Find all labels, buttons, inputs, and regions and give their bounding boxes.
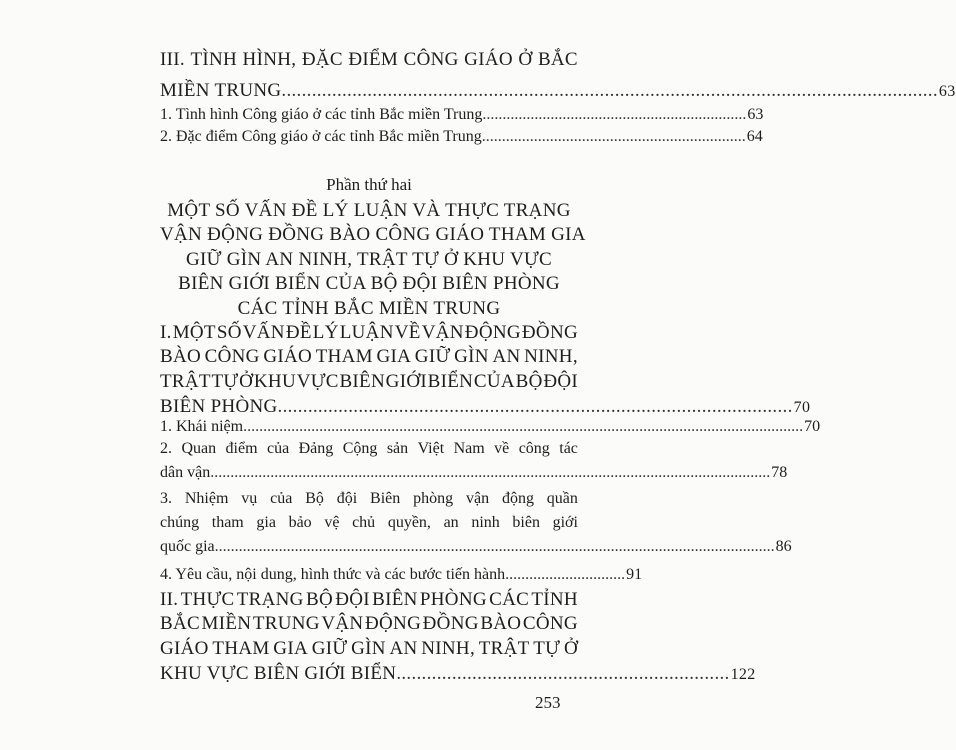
word: về <box>494 440 510 457</box>
word: Bộ <box>305 490 324 507</box>
toc-item-I-2-page: 78 <box>771 464 788 481</box>
toc-item-I-4-page: 91 <box>626 566 643 583</box>
word: I. <box>160 322 172 343</box>
word: tham <box>211 514 244 531</box>
word: sản <box>386 440 409 457</box>
word: ninh <box>471 514 500 531</box>
toc-section-II-title-end: KHU VỰC BIÊN GIỚI BIỂN <box>160 663 397 684</box>
word: BỘ <box>515 371 543 392</box>
leader-dots: .................................................................. <box>482 106 747 123</box>
leader-dots: .................................................................. <box>481 128 746 145</box>
leader-dots: ............................................................................................................................................ <box>210 464 771 481</box>
word: III. <box>160 49 185 70</box>
toc-section-I-title-line-4 <box>160 396 811 420</box>
word: THỰC <box>180 589 235 610</box>
toc-section-II-title-line-4 <box>160 663 756 687</box>
word: GIA <box>273 638 308 659</box>
word: AN <box>389 638 418 659</box>
word: Ở <box>239 371 254 392</box>
word: ĐIỂM <box>348 49 399 70</box>
word: LUẬN <box>339 322 394 343</box>
part-two-title-line-1: MỘT SỐ VẤN ĐỀ LÝ LUẬN VÀ THỰC TRẠNG <box>167 200 571 221</box>
word: VỰC <box>296 371 339 392</box>
toc-item-I-3-text-end: quốc gia <box>160 538 215 555</box>
toc-item-I-3-line-3 <box>160 538 792 562</box>
word: VẤN <box>242 322 285 343</box>
word: điểm <box>225 440 258 457</box>
word: chúng <box>160 514 200 531</box>
toc-section-II-title-line-3 <box>160 638 578 662</box>
word: THAM <box>315 346 373 367</box>
word: MỘT <box>172 322 216 343</box>
toc-section-II-title-line-2 <box>160 613 578 637</box>
toc-item-3-1-text: 1. Tình hình Công giáo ở các tỉnh Bắc miền Trung <box>160 106 483 123</box>
word: tác <box>559 440 578 457</box>
word: phòng <box>413 490 454 507</box>
word: ĐỘI <box>335 589 370 610</box>
word: GÌN <box>351 638 386 659</box>
leader-dots: ............................................................................................................................................ <box>214 538 775 555</box>
page-number: 253 <box>535 693 561 712</box>
word: công <box>518 440 550 457</box>
toc-item-3-1-page: 63 <box>747 106 764 123</box>
word: Biên <box>370 490 401 507</box>
leader-dots: .................................................................. <box>396 663 730 684</box>
word: TÌNH <box>190 49 238 70</box>
word: vụ <box>241 490 258 507</box>
word: BIỂN <box>427 371 474 392</box>
part-two-title-line-2: VẬN ĐỘNG ĐỒNG BÀO CÔNG GIÁO THAM GIA <box>160 224 586 245</box>
word: Việt <box>417 440 445 457</box>
word: NINH, <box>524 346 578 367</box>
toc-item-I-2-line-1 <box>160 440 578 464</box>
part-two-label: Phần thứ hai <box>326 175 412 194</box>
word: TRẬT <box>478 638 530 659</box>
toc-section-II-page: 122 <box>730 666 756 683</box>
word: ĐỀ <box>285 322 312 343</box>
word: THAM <box>212 638 270 659</box>
word: TRUNG <box>252 613 320 634</box>
word: TỈNH <box>531 589 578 610</box>
word: chủ <box>352 514 376 531</box>
word: TRẠNG <box>236 589 304 610</box>
word: BÀO <box>160 346 202 367</box>
word: quyền, <box>387 514 431 531</box>
word: VỀ <box>394 322 421 343</box>
word: ĐỘI <box>543 371 578 392</box>
toc-section-3-title-end: MIỀN TRUNG <box>160 80 282 101</box>
word: Nam <box>453 440 485 457</box>
word: CÔNG <box>204 346 260 367</box>
word: BÀO <box>480 613 522 634</box>
toc-item-3-2-text: 2. Đặc điểm Công giáo ở các tỉnh Bắc miền Trung <box>160 128 482 145</box>
toc-section-3-title-line-2 <box>160 80 956 104</box>
toc-item-I-3-line-1 <box>160 490 578 514</box>
toc-section-3-page: 63 <box>938 83 956 100</box>
toc-section-3-title-line-1 <box>160 49 578 73</box>
word: an <box>443 514 459 531</box>
leader-dots: .................................................................................................................................. <box>281 80 938 101</box>
word: đội <box>336 490 358 507</box>
word: II. <box>160 589 179 610</box>
word: BẮC <box>160 613 200 634</box>
word: ĐỘNG <box>365 613 422 634</box>
word: 3. <box>160 490 172 507</box>
word: CỦA <box>473 371 515 392</box>
part-two-title-line-4: BIÊN GIỚI BIỂN CỦA BỘ ĐỘI BIÊN PHÒNG <box>178 273 560 294</box>
word: GIÁO <box>160 638 209 659</box>
part-two-title-line-3: GIỮ GÌN AN NINH, TRẬT TỰ Ở KHU VỰC <box>186 249 552 270</box>
word: BỘ <box>305 589 333 610</box>
word: Ở <box>563 638 578 659</box>
toc-section-I-title-line-2 <box>160 346 578 370</box>
toc-item-I-3-page: 86 <box>775 538 792 555</box>
toc-section-I-title-end: BIÊN PHÒNG <box>160 396 278 417</box>
word: LÝ <box>312 322 339 343</box>
word: quần <box>546 490 578 507</box>
toc-section-I-page: 70 <box>793 399 811 416</box>
word: BIÊN <box>339 371 385 392</box>
word: vận <box>465 490 490 507</box>
toc-item-I-3-line-2 <box>160 514 578 538</box>
part-two-title-line-5: CÁC TỈNH BẮC MIỀN TRUNG <box>237 298 501 319</box>
word: của <box>270 490 293 507</box>
word: BIÊN <box>372 589 418 610</box>
word: ĐỘNG <box>464 322 521 343</box>
word: GIỮ <box>414 346 451 367</box>
word: GIÁO <box>464 49 513 70</box>
word: GIỮ <box>311 638 348 659</box>
word: GIÁO <box>263 346 313 367</box>
word: 2. <box>160 440 172 457</box>
word: VẬN <box>421 322 464 343</box>
word: PHÒNG <box>419 589 487 610</box>
word: TỰ <box>533 638 561 659</box>
leader-dots: ............................................................................................................................................ <box>243 418 804 435</box>
toc-item-I-1-page: 70 <box>804 418 821 435</box>
word: Quan <box>181 440 217 457</box>
word: GIA <box>376 346 412 367</box>
leader-dots: .............................. <box>505 566 626 583</box>
word: giới <box>552 514 578 531</box>
word: của <box>266 440 290 457</box>
word: động <box>501 490 534 507</box>
toc-section-II-title-line-1 <box>160 589 578 613</box>
word: gia <box>256 514 276 531</box>
word: TỰ <box>211 371 239 392</box>
word: Nhiệm <box>184 490 229 507</box>
word: BẮC <box>537 49 578 70</box>
toc-item-I-2-text-end: dân vận <box>160 464 211 481</box>
toc-section-I-title-line-1 <box>160 322 578 346</box>
word: SỐ <box>216 322 242 343</box>
word: AN <box>492 346 521 367</box>
leader-dots: ...................................................................................................... <box>277 396 793 417</box>
toc-section-I-title-line-3 <box>160 371 578 395</box>
word: KHU <box>253 371 296 392</box>
word: Đảng <box>298 440 334 457</box>
word: ĐỒNG <box>422 613 479 634</box>
word: biên <box>512 514 540 531</box>
toc-item-3-2-page: 64 <box>746 128 763 145</box>
word: CÔNG <box>522 613 578 634</box>
word: MIỀN <box>201 613 252 634</box>
word: GÌN <box>454 346 489 367</box>
word: GIỚI <box>385 371 427 392</box>
toc-item-I-4-text: 4. Yêu cầu, nội dung, hình thức và các bước tiến hành <box>160 566 506 583</box>
toc-item-I-2-line-2 <box>160 464 788 488</box>
word: HÌNH, <box>242 49 297 70</box>
word: NINH, <box>421 638 476 659</box>
word: Cộng <box>342 440 378 457</box>
toc-item-I-1-text: 1. Khái niệm <box>160 418 244 435</box>
word: TRẬT <box>160 371 211 392</box>
word: ĐẶC <box>301 49 343 70</box>
word: bảo <box>288 514 312 531</box>
word: CÔNG <box>403 49 459 70</box>
word: vệ <box>324 514 340 531</box>
word: CÁC <box>489 589 530 610</box>
word: ĐỒNG <box>521 322 578 343</box>
word: VẬN <box>321 613 364 634</box>
word: Ở <box>518 49 533 70</box>
